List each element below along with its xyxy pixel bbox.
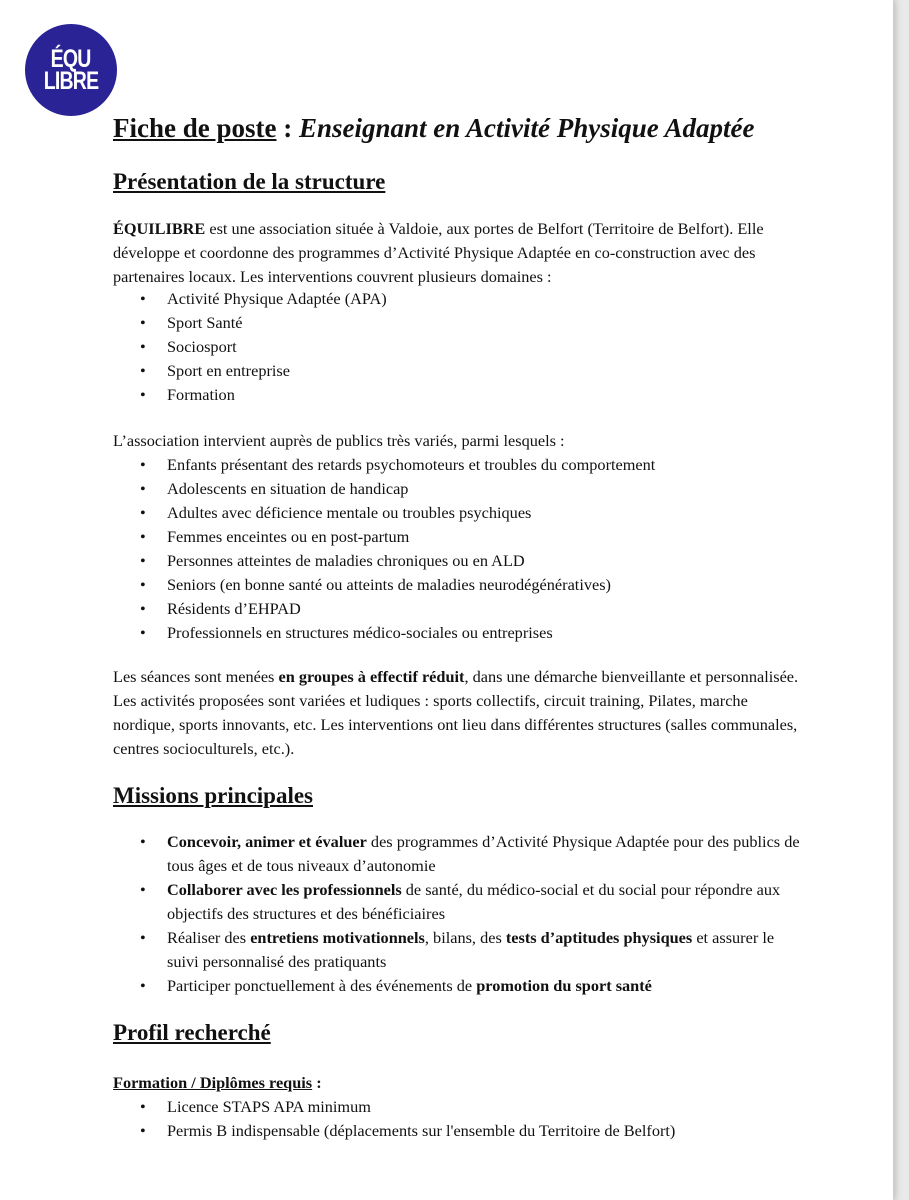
sessions-text-a: Les séances sont menées — [113, 667, 279, 686]
list-item: • Enfants présentant des retards psychomoteurs et troubles du comportement — [113, 453, 655, 477]
list-item: • Sport Santé — [113, 311, 387, 335]
publics-intro: L’association intervient auprès de publics très variés, parmi lesquels : — [113, 431, 565, 450]
list-item: • Résidents d’EHPAD — [113, 597, 655, 621]
list-item: • Sport en entreprise — [113, 359, 387, 383]
formation-colon: : — [312, 1073, 322, 1092]
list-item: • Seniors (en bonne santé ou atteints de maladies neurodégénératives) — [113, 573, 655, 597]
intro-text: est une association située à Valdoie, aux portes de Belfort (Territoire de Belfort). Elle développe et coordonne des programmes d’Activité Physique Adaptée en co-construction avec des partenaires locaux. Les interventions couvrent plusieurs domaines : — [113, 219, 764, 286]
title-label: Fiche de poste — [113, 113, 277, 143]
list-item: • Professionnels en structures médico-sociales ou entreprises — [113, 621, 655, 645]
list-item: • Permis B indispensable (déplacements sur l'ensemble du Territoire de Belfort) — [113, 1119, 675, 1143]
list-item — [113, 830, 807, 878]
list-item: • Activité Physique Adaptée (APA) — [113, 287, 387, 311]
list-item: • Adultes avec déficience mentale ou troubles psychiques — [113, 501, 655, 525]
logo-line-1: ÉQU — [51, 44, 91, 73]
list-item: • Licence STAPS APA minimum — [113, 1095, 675, 1119]
logo-line-2: LIBRE — [43, 67, 99, 95]
profil-heading: Profil recherché — [113, 1020, 271, 1045]
list-item: • Adolescents en situation de handicap — [113, 477, 655, 501]
list-item: • Personnes atteintes de maladies chroniques ou en ALD — [113, 549, 655, 573]
formation-subheading — [113, 1073, 322, 1093]
page-title — [113, 113, 754, 144]
mission-bold: promotion du sport santé — [476, 976, 652, 995]
list-item — [113, 974, 807, 998]
title-job: Enseignant en Activité Physique Adaptée — [298, 113, 755, 143]
formation-label: Formation / Diplômes requis — [113, 1073, 313, 1092]
org-name: ÉQUILIBRE — [113, 219, 206, 238]
publics-list — [113, 453, 655, 645]
list-item: • Sociosport — [113, 335, 387, 359]
list-item: • Formation — [113, 383, 387, 407]
sessions-paragraph — [113, 665, 803, 761]
missions-heading: Missions principales — [113, 783, 314, 808]
title-separator: : — [276, 113, 299, 143]
formation-list — [113, 1095, 675, 1143]
mission-text: Participer ponctuellement à des événements de — [167, 976, 477, 995]
sessions-bold: en groupes à effectif réduit — [278, 667, 465, 686]
list-item — [113, 926, 807, 974]
presentation-heading: Présentation de la structure — [113, 169, 386, 194]
mission-text: des programmes d’Activité Physique Adaptée pour des publics de tous âges et de tous niveaux d’autonomie — [167, 832, 800, 875]
mission-bold: entretiens motivationnels — [250, 928, 425, 947]
mission-text: et assurer le suivi personnalisé des pratiquants — [167, 928, 775, 971]
sessions-text-b: , dans une démarche bienveillante et personnalisée. Les activités proposées sont variées et ludiques : sports collectifs, circuit training, Pilates, marche nordique, sports innovants, etc. Les interventions ont lieu dans différentes structures (salles communales, centres socioculturels, etc.). — [113, 667, 799, 758]
mission-text: , bilans, des — [424, 928, 506, 947]
presentation-intro — [113, 217, 803, 289]
mission-text: de santé, du médico-social et du social pour répondre aux objectifs des structures et des bénéficiaires — [167, 880, 781, 923]
mission-bold: Concevoir, animer et évaluer — [167, 832, 367, 851]
missions-list — [113, 830, 807, 998]
equilibre-logo — [25, 24, 117, 116]
mission-bold: tests d’aptitudes physiques — [505, 928, 693, 947]
mission-bold: Collaborer avec les professionnels — [167, 880, 402, 899]
domains-list — [113, 287, 387, 407]
list-item: • Femmes enceintes ou en post-partum — [113, 525, 655, 549]
list-item — [113, 878, 807, 926]
mission-text: Réaliser des — [167, 928, 251, 947]
